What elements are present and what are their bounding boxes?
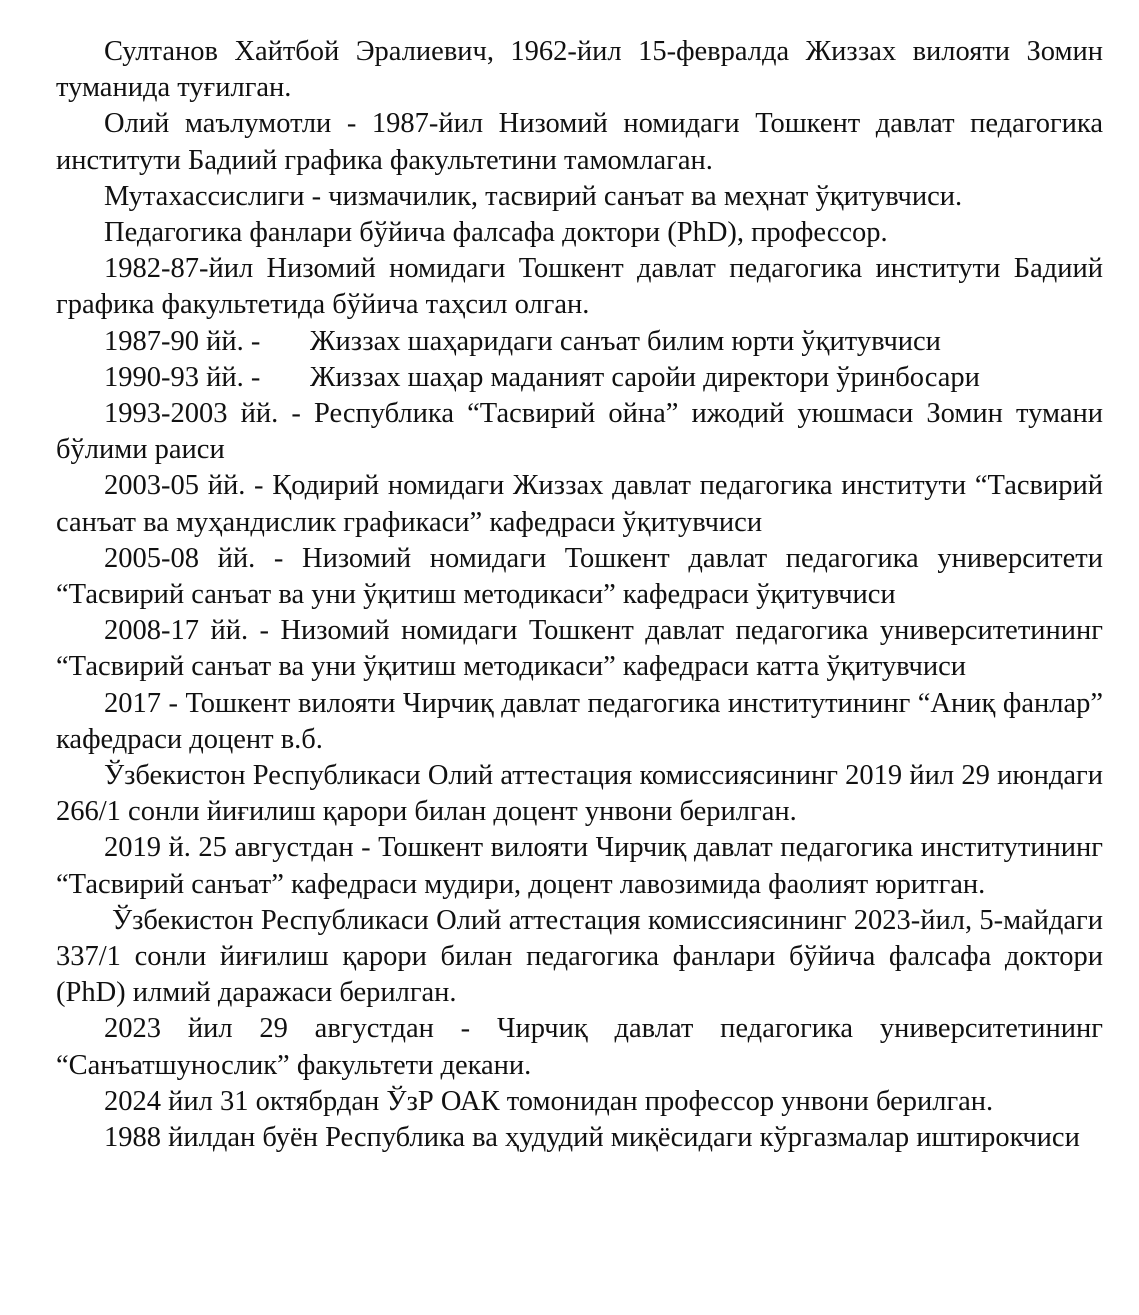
phd-degree-2023: Ўзбекистон Республикаси Олий аттестация комиссиясининг 2023-йил, 5-майдаги 337/1 сонли йиғилиш қарори билан педагогика фанлари бўйича фалсафа доктори (PhD) илмий даражаси берилган. — [56, 904, 1103, 1009]
para-birth: Султанов Хайтбой Эралиевич, 1962-йил 15-февралда Жиззах вилояти Зомин туманида туғилган. — [56, 36, 1103, 104]
career-1993-2003: 1993-2003 йй. - Республика “Тасвирий ойна” ижодий уюшмаси Зомин тумани бўлими раиси — [56, 398, 1103, 466]
career-2005-08: 2005-08 йй. - Низомий номидаги Тошкент давлат педагогика университети “Тасвирий санъат ва уни ўқитиш методикаси” кафедраси ўқитувчиси — [56, 542, 1103, 611]
professor-title-2024: 2024 йил 31 октябрдан ЎзР ОАК томонидан профессор унвони берилган. — [104, 1085, 994, 1117]
para-study: 1982-87-йил Низомий номидаги Тошкент давлат педагогика институти Бадиий графика факультетида бўйича таҳсил олган. — [56, 253, 1103, 321]
entry-position: Жиззах шаҳаридаги санъат билим юрти ўқитувчиси — [310, 325, 941, 357]
career-2017: 2017 - Тошкент вилояти Чирчиқ давлат педагогика институтининг “Аниқ фанлар” кафедраси доцент в.б. — [56, 687, 1103, 755]
para-specialty: Мутахассислиги - чизмачилик, тасвирий санъат ва меҳнат ўқитувчиси. — [104, 180, 963, 212]
para-degree: Педагогика фанлари бўйича фалсафа доктори (PhD), профессор. — [104, 217, 888, 249]
para-education: Олий маълумотли - 1987-йил Низомий номидаги Тошкент давлат педагогика институти Бадиий графика факультетини тамомлаган. — [56, 108, 1103, 176]
entry-period: 1990-93 йй. - — [104, 361, 261, 393]
career-2019: 2019 й. 25 августдан - Тошкент вилояти Чирчиқ давлат педагогика институтининг “Тасвирий санъат” кафедраси мудири, доцент лавозимида фаолият юритган. — [56, 832, 1103, 900]
entry-1987-90 — [56, 324, 1103, 360]
docent-title-2019: Ўзбекистон Республикаси Олий аттестация комиссиясининг 2019 йил 29 июндаги 266/1 сонли йиғилиш қарори билан доцент унвони берилган. — [56, 760, 1103, 828]
career-2003-05: 2003-05 йй. - Қодирий номидаги Жиззах давлат педагогика институти “Тасвирий санъат ва муҳандислик графикаси” кафедраси ўқитувчиси — [56, 470, 1103, 538]
career-2008-17: 2008-17 йй. - Низомий номидаги Тошкент давлат педагогика университетининг “Тасвирий санъат ва уни ўқитиш методикаси” кафедраси катта ўқитувчиси — [56, 615, 1103, 683]
entry-position: Жиззах шаҳар маданият саройи директори ўринбосари — [310, 361, 980, 393]
entry-1990-93 — [56, 360, 1103, 396]
career-2023: 2023 йил 29 августдан - Чирчиқ давлат педагогика университетининг “Санъатшунослик” факультети декани. — [56, 1013, 1103, 1081]
exhibitions-1988: 1988 йилдан буён Республика ва ҳудудий миқёсидаги кўргазмалар иштирокчиси — [104, 1122, 1080, 1154]
biography-document — [56, 34, 1103, 1156]
entry-period: 1987-90 йй. - — [104, 325, 261, 357]
